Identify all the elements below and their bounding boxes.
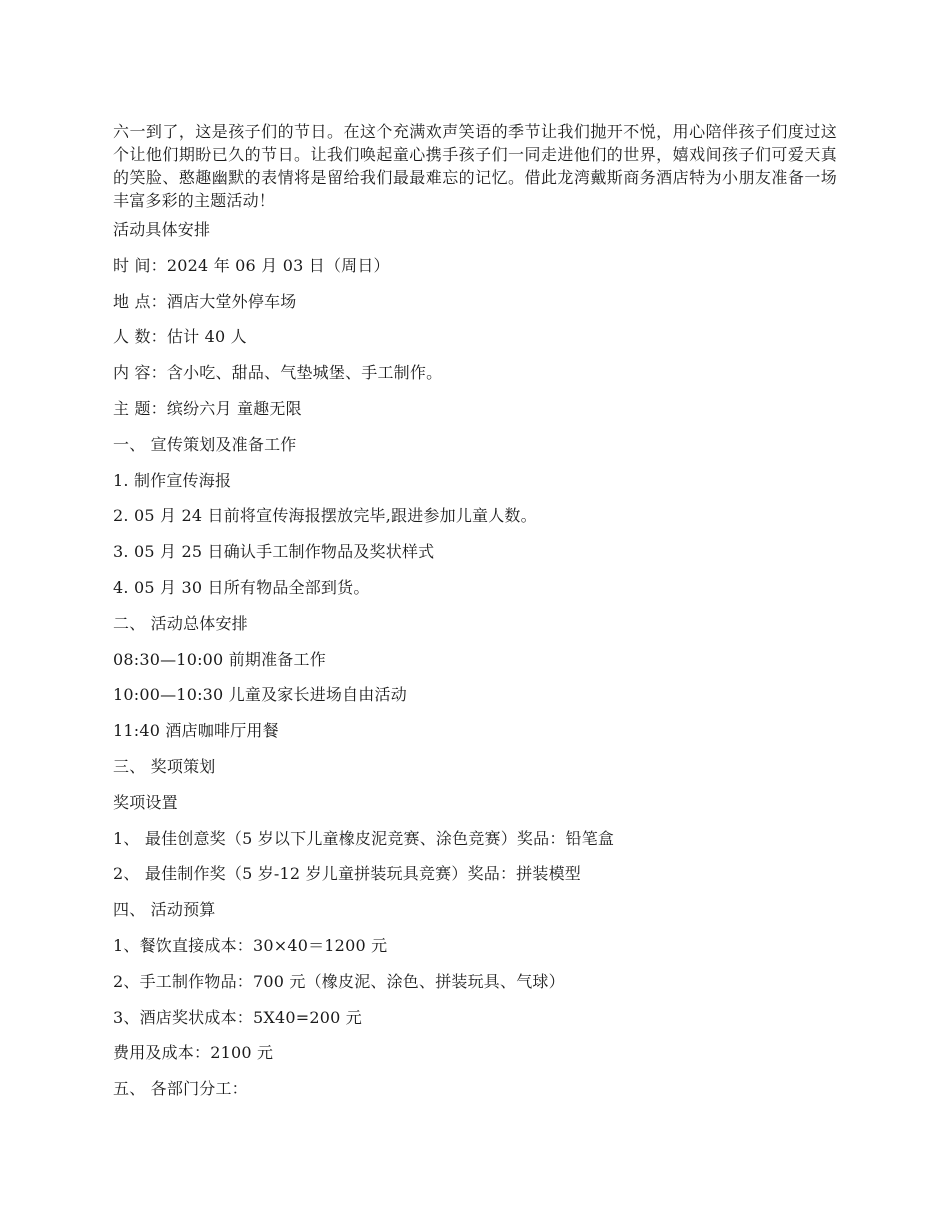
publicity-item-1: 1. 制作宣传海报 bbox=[113, 470, 232, 490]
info-theme: 主 题：缤纷六月 童趣无限 bbox=[113, 398, 302, 418]
document-page bbox=[113, 120, 837, 1115]
info-headcount: 人 数：估计 40 人 bbox=[113, 327, 247, 347]
info-time: 时 间：2024 年 06 月 03 日（周日） bbox=[113, 255, 390, 275]
section-heading-schedule: 二、 活动总体安排 bbox=[113, 613, 248, 633]
publicity-item-2: 2. 05 月 24 日前将宣传海报摆放完毕,跟进参加儿童人数。 bbox=[113, 506, 537, 526]
section-heading-budget: 四、 活动预算 bbox=[113, 900, 216, 920]
info-location: 地 点：酒店大堂外停车场 bbox=[113, 291, 297, 311]
budget-item-3: 3、酒店奖状成本：5X40=200 元 bbox=[113, 1007, 362, 1027]
schedule-item-3: 11:40 酒店咖啡厅用餐 bbox=[113, 721, 279, 741]
awards-subheading: 奖项设置 bbox=[113, 792, 178, 812]
heading-activity-arrangement: 活动具体安排 bbox=[113, 220, 211, 239]
award-item-1: 1、 最佳创意奖（5 岁以下儿童橡皮泥竞赛、涂色竞赛）奖品：铅笔盒 bbox=[113, 828, 615, 848]
publicity-item-3: 3. 05 月 25 日确认手工制作物品及奖状样式 bbox=[113, 542, 435, 562]
award-item-2: 2、 最佳制作奖（5 岁-12 岁儿童拼装玩具竞赛）奖品：拼装模型 bbox=[113, 864, 581, 884]
info-content: 内 容：含小吃、甜品、气垫城堡、手工制作。 bbox=[113, 363, 443, 383]
budget-item-2: 2、手工制作物品：700 元（橡皮泥、涂色、拼装玩具、气球） bbox=[113, 971, 565, 991]
budget-item-1: 1、餐饮直接成本：30×40＝1200 元 bbox=[113, 935, 388, 955]
schedule-item-2: 10:00—10:30 儿童及家长进场自由活动 bbox=[113, 685, 407, 705]
intro-paragraph: 六一到了，这是孩子们的节日。在这个充满欢声笑语的季节让我们抛开不悦，用心陪伴孩子们度过这个让他们期盼已久的节日。让我们唤起童心携手孩子们一同走进他们的世界，嬉戏间孩子们可爱天真的笑脸、憨趣幽默的表情将是留给我们最最难忘的记忆。借此龙湾戴斯商务酒店特为小朋友准备一场丰富多彩的主题活动！ bbox=[113, 122, 837, 210]
publicity-item-4: 4. 05 月 30 日所有物品全部到货。 bbox=[113, 577, 370, 597]
section-heading-awards: 三、 奖项策划 bbox=[113, 756, 216, 776]
budget-total: 费用及成本：2100 元 bbox=[113, 1043, 274, 1063]
schedule-item-1: 08:30—10:00 前期准备工作 bbox=[113, 649, 326, 669]
section-heading-publicity: 一、 宣传策划及准备工作 bbox=[113, 434, 297, 454]
section-heading-departments: 五、 各部门分工： bbox=[113, 1079, 248, 1099]
